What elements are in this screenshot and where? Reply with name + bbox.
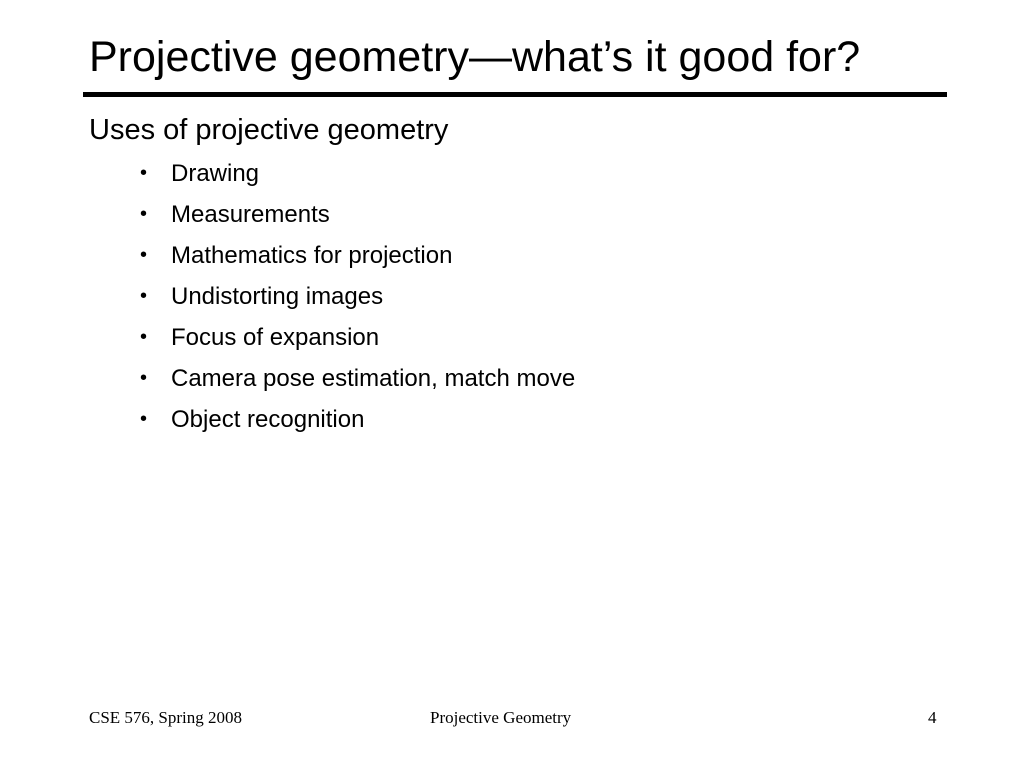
bullet-text: Drawing bbox=[171, 160, 260, 187]
title-underline bbox=[83, 92, 947, 97]
bullet-dot-icon: • bbox=[140, 367, 148, 389]
footer-course: CSE 576, Spring 2008 bbox=[89, 708, 243, 727]
bullet-dot-icon: • bbox=[140, 285, 148, 307]
section-heading: Uses of projective geometry bbox=[89, 114, 449, 146]
bullet-text: Measurements bbox=[171, 201, 330, 228]
bullet-text: Focus of expansion bbox=[171, 324, 380, 351]
bullet-dot-icon: • bbox=[140, 162, 148, 184]
bullet-dot-icon: • bbox=[140, 203, 148, 225]
slide-title: Projective geometry—what’s it good for? bbox=[89, 33, 861, 81]
bullet-dot-icon: • bbox=[140, 244, 148, 266]
bullet-text: Mathematics for projection bbox=[171, 242, 453, 269]
footer-topic: Projective Geometry bbox=[430, 708, 572, 727]
bullet-dot-icon: • bbox=[140, 326, 148, 348]
bullet-dot-icon: • bbox=[140, 408, 148, 430]
bullet-text: Object recognition bbox=[171, 406, 365, 433]
bullet-text: Undistorting images bbox=[171, 283, 384, 310]
bullet-text: Camera pose estimation, match move bbox=[171, 365, 576, 392]
page-number: 4 bbox=[928, 708, 937, 727]
